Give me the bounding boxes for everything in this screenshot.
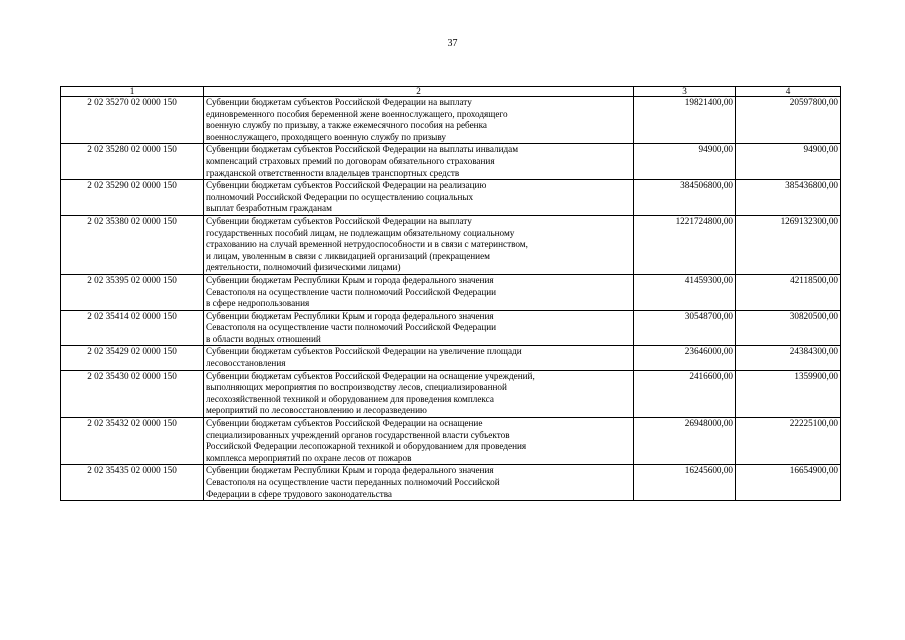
description-line: комплекса мероприятий по охране лесов от пожаров — [206, 452, 412, 463]
description-cell — [204, 310, 634, 346]
description-line: Субвенции бюджетам субъектов Российской Федерации на увеличение площади — [206, 346, 522, 357]
amount-column-4-cell: 22225100,00 — [736, 418, 841, 465]
table-row — [61, 370, 841, 417]
amount-column-3-cell: 94900,00 — [634, 144, 736, 180]
table-row — [61, 310, 841, 346]
description-line: выплат безработным гражданам — [206, 203, 332, 214]
table-row — [61, 180, 841, 216]
amount-column-3-cell: 2416600,00 — [634, 370, 736, 417]
description-line: в сфере недропользования — [206, 298, 310, 309]
amount-column-3-cell: 30548700,00 — [634, 310, 736, 346]
description-line: и лицам, уволенным в связи с ликвидацией организаций (прекращением — [206, 250, 490, 261]
description-line: специализированных учреждений органов государственной власти субъектов — [206, 429, 510, 440]
description-cell — [204, 180, 634, 216]
table-row — [61, 346, 841, 370]
amount-column-3-cell: 384506800,00 — [634, 180, 736, 216]
description-cell — [204, 465, 634, 501]
table-row — [61, 465, 841, 501]
description-cell — [204, 215, 634, 274]
column-header-3: 3 — [634, 87, 736, 97]
page-number: 37 — [447, 38, 458, 49]
description-cell — [204, 144, 634, 180]
description-line: Субвенции бюджетам субъектов Российской Федерации на оснащение — [206, 418, 483, 429]
budget-code-cell: 2 02 35430 02 0000 150 — [61, 370, 204, 417]
budget-code-cell: 2 02 35380 02 0000 150 — [61, 215, 204, 274]
amount-column-4-cell: 30820500,00 — [736, 310, 841, 346]
description-line: лесохозяйственной техникой и оборудованием для проведения комплекса — [206, 393, 494, 404]
description-cell — [204, 97, 634, 144]
budget-code-cell: 2 02 35429 02 0000 150 — [61, 346, 204, 370]
description-line: страхованию на случай временной нетрудоспособности и в связи с материнством, — [206, 239, 528, 250]
budget-code-cell: 2 02 35414 02 0000 150 — [61, 310, 204, 346]
description-line: Субвенции бюджетам Республики Крым и города федерального значения — [206, 274, 494, 285]
amount-column-4-cell: 16654900,00 — [736, 465, 841, 501]
table-row — [61, 215, 841, 274]
amount-column-3-cell: 16245600,00 — [634, 465, 736, 501]
amount-column-4-cell: 20597800,00 — [736, 97, 841, 144]
budget-code-cell: 2 02 35270 02 0000 150 — [61, 97, 204, 144]
column-header-4: 4 — [736, 87, 841, 97]
description-line: в области водных отношений — [206, 333, 321, 344]
budget-code-cell: 2 02 35280 02 0000 150 — [61, 144, 204, 180]
budget-code-cell: 2 02 35435 02 0000 150 — [61, 465, 204, 501]
budget-table — [60, 86, 841, 501]
description-line: Федерации в сфере трудового законодательства — [206, 488, 393, 499]
amount-column-3-cell: 23646000,00 — [634, 346, 736, 370]
description-line: Субвенции бюджетам Республики Крым и города федерального значения — [206, 310, 494, 321]
table-row — [61, 97, 841, 144]
description-line: гражданской ответственности владельцев транспортных средств — [206, 167, 460, 178]
description-line: Субвенции бюджетам субъектов Российской Федерации на выплаты инвалидам — [206, 144, 519, 155]
column-header-1: 1 — [61, 87, 204, 97]
description-line: лесовосстановления — [206, 358, 286, 369]
table-row — [61, 418, 841, 465]
description-line: компенсаций страховых премий по договорам обязательного страхования — [206, 155, 495, 166]
table-body — [61, 97, 841, 501]
description-line: государственных пособий лицам, не подлежащим обязательному социальному — [206, 227, 515, 238]
description-line: Субвенции бюджетам субъектов Российской Федерации на реализацию — [206, 180, 487, 191]
budget-code-cell: 2 02 35432 02 0000 150 — [61, 418, 204, 465]
amount-column-4-cell: 385436800,00 — [736, 180, 841, 216]
description-cell — [204, 274, 634, 310]
description-line: деятельности, полномочий физическими лицами) — [206, 262, 401, 273]
column-header-2: 2 — [204, 87, 634, 97]
amount-column-4-cell: 24384300,00 — [736, 346, 841, 370]
description-cell — [204, 346, 634, 370]
description-cell — [204, 370, 634, 417]
amount-column-3-cell: 41459300,00 — [634, 274, 736, 310]
amount-column-3-cell: 1221724800,00 — [634, 215, 736, 274]
description-line: Севастополя на осуществление части переданных полномочий Российской — [206, 477, 500, 487]
description-line: военнослужащего, проходящего военную службу по призыву — [206, 131, 446, 142]
description-line: Российской Федерации лесопожарной техникой и оборудованием для проведения — [206, 441, 527, 452]
description-line: единовременного пособия беременной жене военнослужащего, проходящего — [206, 108, 508, 119]
amount-column-4-cell: 1269132300,00 — [736, 215, 841, 274]
description-line: Севастополя на осуществление части полномочий Российской Федерации — [206, 322, 497, 333]
amount-column-4-cell: 1359900,00 — [736, 370, 841, 417]
amount-column-4-cell: 94900,00 — [736, 144, 841, 180]
description-line: мероприятий по лесовосстановлению и лесоразведению — [206, 405, 427, 416]
description-line: Субвенции бюджетам Республики Крым и города федерального значения — [206, 465, 494, 476]
description-line: полномочий Российской Федерации по осуществлению социальных — [206, 191, 474, 202]
description-line: Севастополя на осуществление части полномочий Российской Федерации — [206, 286, 497, 297]
table-row — [61, 144, 841, 180]
description-line: Субвенции бюджетам субъектов Российской Федерации на выплату — [206, 97, 472, 107]
amount-column-4-cell: 42118500,00 — [736, 274, 841, 310]
description-line: Субвенции бюджетам субъектов Российской Федерации на оснащение учреждений, — [206, 370, 535, 381]
budget-code-cell: 2 02 35290 02 0000 150 — [61, 180, 204, 216]
description-line: Субвенции бюджетам субъектов Российской Федерации на выплату — [206, 215, 472, 226]
table-row — [61, 274, 841, 310]
description-line: военную службу по призыву, а также ежемесячного пособия на ребенка — [206, 120, 488, 131]
description-cell — [204, 418, 634, 465]
amount-column-3-cell: 19821400,00 — [634, 97, 736, 144]
budget-code-cell: 2 02 35395 02 0000 150 — [61, 274, 204, 310]
description-line: выполняющих мероприятия по воспроизводству лесов, специализированной — [206, 382, 507, 393]
amount-column-3-cell: 26948000,00 — [634, 418, 736, 465]
table-header-row — [61, 87, 841, 97]
